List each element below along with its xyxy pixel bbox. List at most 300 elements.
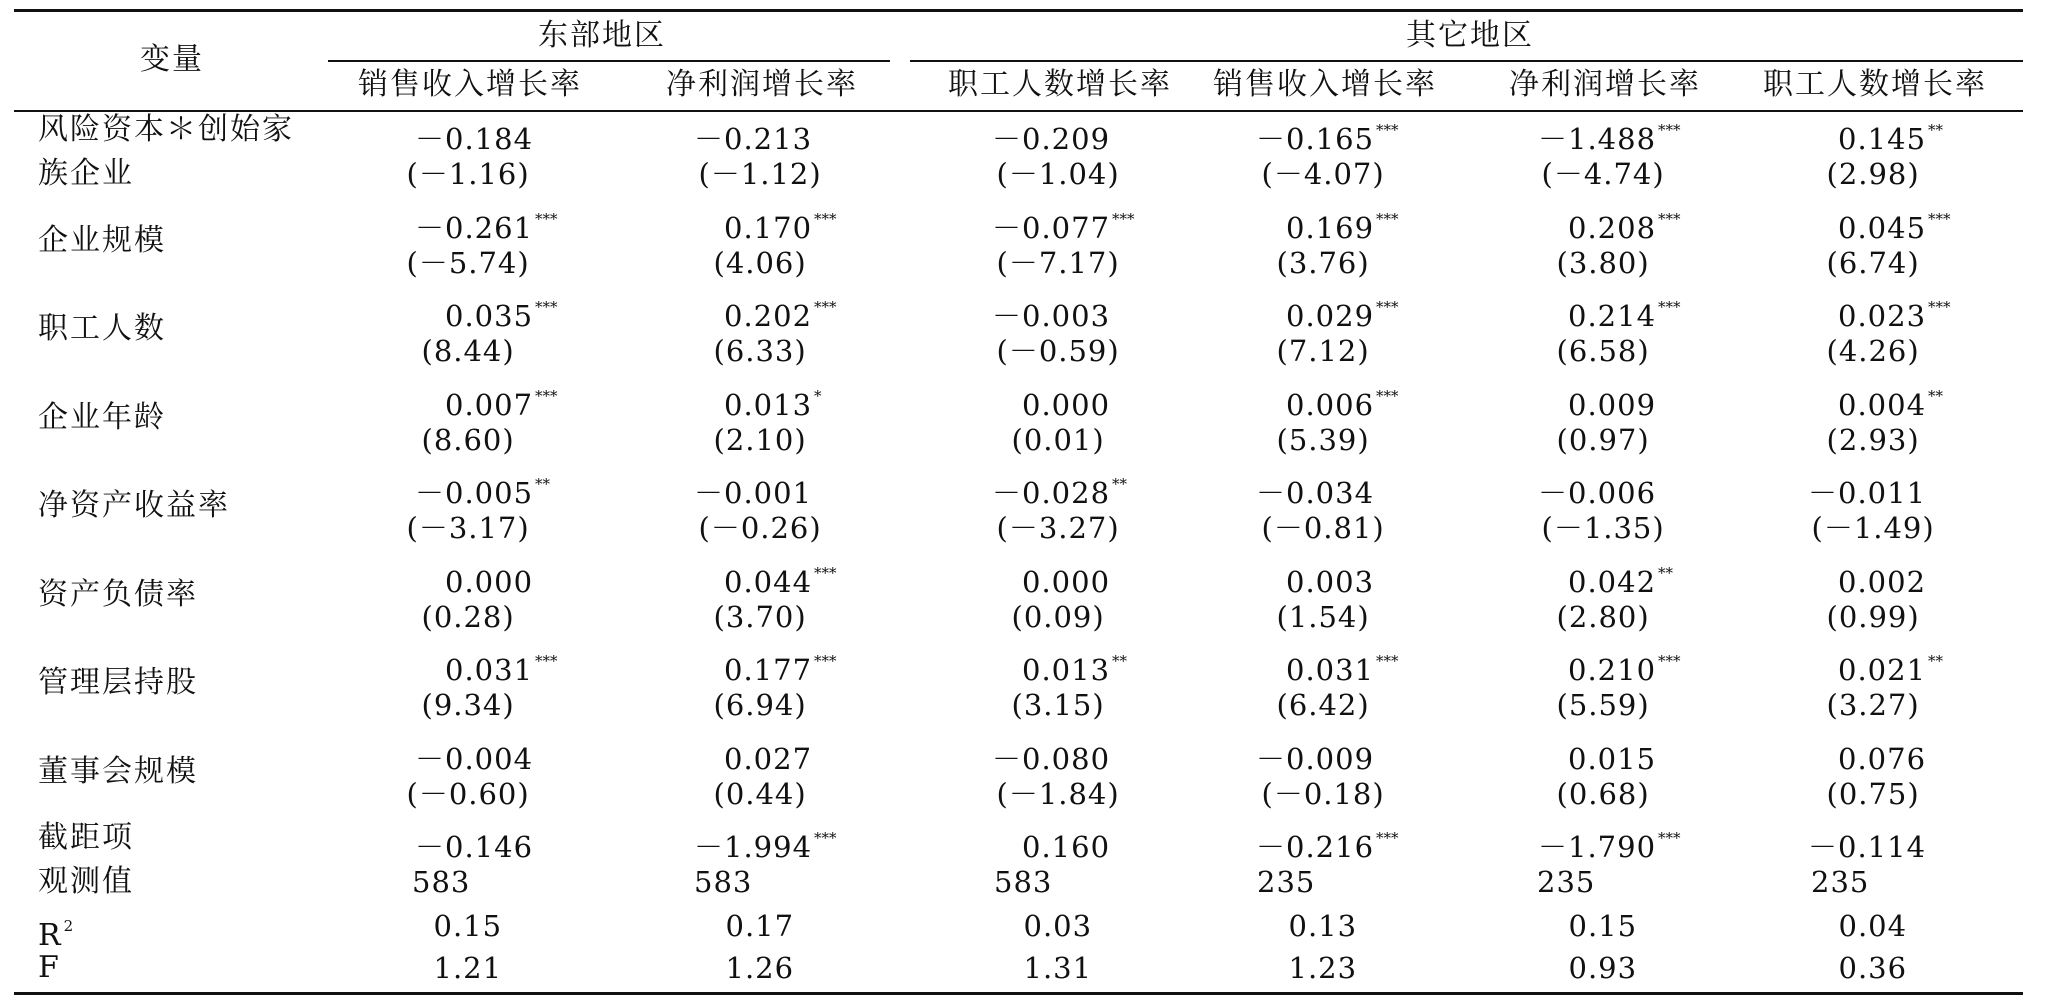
significance-stars: *** [1376,386,1399,405]
coef-cell [1286,290,1399,333]
t-stat-cell [699,157,822,191]
r2-cell [1024,909,1093,943]
row-label-5 [38,489,230,523]
row-label-7 [38,666,198,700]
coef-cell [1568,644,1681,687]
row-label-1-line1-text: 风险资本＊创始家 [38,112,294,147]
significance-stars: *** [1376,209,1399,228]
t-stat-cell [997,157,1120,191]
significance-stars: *** [1658,652,1681,670]
column-header-2 [666,68,858,102]
t-stat-cell-text: (0.01) [1011,422,1105,457]
t-stat-cell-text: (－5.74) [406,245,530,280]
group-rule-east [328,60,890,62]
t-stat-cell [1827,600,1920,634]
significance-stars: *** [1376,121,1399,139]
coef-cell-text: 0.023 [1838,299,1927,333]
bottom-rule [14,992,2023,995]
coef-cell [1838,290,1951,333]
r2-cell-text: 0.17 [725,909,795,943]
t-stat-cell-text: (6.33) [713,334,807,368]
coef-cell [1838,202,1951,245]
coef-cell-text: 0.145 [1838,122,1927,156]
group-header-1 [538,19,666,53]
significance-stars: *** [814,563,837,582]
coef-cell-text: 0.009 [1568,387,1657,422]
t-stat-cell [1012,688,1105,722]
significance-stars: *** [1376,298,1399,316]
observations-cell [1257,865,1315,899]
coef-cell [694,821,837,864]
significance-stars: *** [535,298,558,316]
coef-cell-text: －0.009 [1256,741,1375,776]
coef-cell [1568,290,1681,333]
t-stat-cell [407,777,530,811]
row-label-1-line2-text: 族企业 [38,156,134,191]
t-stat-cell-text: (－1.49) [1811,511,1935,545]
t-stat-cell-text: (0.68) [1556,776,1650,811]
coef-cell-text: －0.165 [1256,122,1375,156]
significance-stars: ** [1112,652,1128,670]
significance-stars: *** [535,386,558,405]
significance-stars: ** [1658,563,1674,582]
significance-stars: *** [1658,829,1681,847]
t-stat-cell [1557,688,1650,722]
significance-stars: *** [814,298,837,316]
t-stat-cell-text: (－0.81) [1261,511,1385,545]
variable-header [140,43,204,77]
r2-cell-text: 0.03 [1023,909,1093,943]
f-cell [726,951,795,985]
group-header-2-text: 其它地区 [1406,18,1534,53]
coef-cell [1538,821,1681,864]
column-header-2-text: 净利润增长率 [666,67,858,102]
significance-stars: *** [814,829,837,847]
t-stat-cell-text: (－4.07) [1261,157,1385,191]
coef-cell [1256,467,1376,510]
t-stat-cell [1827,688,1920,722]
significance-stars: *** [1658,121,1681,139]
coef-cell-text: 0.029 [1286,299,1375,333]
coef-cell [694,113,814,156]
coef-cell [1838,113,1943,156]
t-stat-cell-text: (1.54) [1276,599,1370,634]
significance-stars: ** [1928,386,1944,405]
column-header-3 [948,68,1172,102]
coef-cell-text: 0.214 [1568,299,1657,333]
coef-cell-text: 0.013 [724,387,813,422]
coef-cell [1568,379,1658,422]
t-stat-cell-text: (－3.27) [996,511,1120,545]
coef-cell-text: 0.202 [724,299,813,333]
t-stat-cell-text: (－1.84) [996,776,1120,811]
coef-cell [1256,733,1376,776]
t-stat-cell-text: (5.59) [1556,688,1650,722]
row-label-intercept [38,821,134,855]
r2-cell-text: 0.04 [1838,909,1908,943]
coef-cell-text: 0.003 [1286,564,1375,599]
variable-header-text: 变量 [140,42,204,77]
t-stat-cell-text: (0.28) [421,599,515,634]
significance-stars: ** [1928,652,1944,670]
t-stat-cell-text: (6.42) [1276,688,1370,722]
t-stat-cell-text: (－1.16) [406,157,530,191]
coef-cell-text: 0.021 [1838,653,1927,687]
coef-cell-text: －0.184 [415,122,534,156]
coef-cell-text: 0.031 [1286,653,1375,687]
observations-cell [694,865,752,899]
t-stat-cell-text: (0.99) [1826,599,1920,634]
coef-cell [1256,821,1399,864]
coef-cell-text: 0.000 [445,564,534,599]
group-header-1-text: 东部地区 [538,18,666,53]
f-cell-text: 0.36 [1838,951,1908,985]
t-stat-cell [1277,246,1370,280]
t-stat-cell [1812,511,1935,545]
group-header-2 [1406,19,1534,53]
t-stat-cell-text: (－1.12) [698,157,822,191]
t-stat-cell [422,688,515,722]
r2-cell [726,909,795,943]
t-stat-cell [1262,157,1385,191]
t-stat-cell [1277,423,1370,457]
coef-cell-text: －0.146 [415,830,534,864]
coef-cell [1286,556,1376,599]
coef-cell-text: 0.031 [445,653,534,687]
coef-cell [1286,202,1399,245]
t-stat-cell-text: (3.15) [1011,688,1105,722]
significance-stars: *** [1928,209,1951,228]
coef-cell [992,113,1112,156]
coef-cell [992,202,1135,245]
t-stat-cell [714,334,807,368]
significance-stars: * [814,386,822,405]
header-rule [14,110,2023,112]
significance-stars: *** [814,209,837,228]
coef-cell-text: 0.027 [724,741,813,776]
t-stat-cell [1277,688,1370,722]
row-label-6 [38,578,198,612]
coef-cell-text: 0.035 [445,299,534,333]
t-stat-cell-text: (2.93) [1826,422,1920,457]
f-cell-text: 1.31 [1023,951,1093,985]
coef-cell [1286,379,1399,422]
coef-cell [992,467,1127,510]
t-stat-cell-text: (4.06) [713,245,807,280]
t-stat-cell-text: (8.60) [421,422,515,457]
coef-cell [1538,113,1681,156]
f-cell [1289,951,1358,985]
coef-cell-text: －0.216 [1256,830,1375,864]
r2-cell [434,909,503,943]
row-label-observations-text: 观测值 [38,864,134,899]
t-stat-cell [1827,423,1920,457]
observations-cell [1537,865,1595,899]
column-header-4-text: 销售收入增长率 [1213,67,1437,102]
significance-stars: *** [1658,298,1681,316]
coef-cell-text: －0.005 [415,476,534,510]
coef-cell-text: －0.077 [992,210,1111,245]
t-stat-cell-text: (－0.26) [698,511,822,545]
t-stat-cell [997,334,1120,368]
t-stat-cell [407,511,530,545]
significance-stars: ** [1928,121,1944,139]
coef-cell-text: －0.028 [992,476,1111,510]
row-label-f [38,951,61,985]
t-stat-cell [1557,777,1650,811]
coef-cell [1838,733,1928,776]
coef-cell-text: 0.002 [1838,564,1927,599]
coef-cell [1286,644,1399,687]
significance-stars: ** [1112,475,1128,493]
t-stat-cell [1557,600,1650,634]
coef-cell [1022,821,1112,864]
t-stat-cell [1542,157,1665,191]
observations-cell [994,865,1052,899]
row-label-8 [38,755,198,789]
row-label-3-text: 职工人数 [38,311,166,346]
t-stat-cell-text: (0.75) [1826,776,1920,811]
t-stat-cell-text: (4.26) [1826,334,1920,368]
t-stat-cell-text: (5.39) [1276,422,1370,457]
t-stat-cell [1542,511,1665,545]
coef-cell-text: －0.114 [1808,830,1927,864]
coef-cell-text: 0.076 [1838,741,1927,776]
row-label-f-text: F [38,950,61,985]
t-stat-cell-text: (2.10) [713,422,807,457]
row-label-6-text: 资产负债率 [38,576,198,612]
t-stat-cell [699,511,822,545]
coef-cell-text: 0.000 [1022,387,1111,422]
column-header-3-text: 职工人数增长率 [948,67,1172,102]
t-stat-cell [1012,600,1105,634]
t-stat-cell-text: (2.80) [1556,599,1650,634]
coef-cell [445,556,535,599]
coef-cell [1538,467,1658,510]
column-header-5 [1509,68,1701,102]
coef-cell-text: 0.169 [1286,210,1375,245]
group-rule-other [910,60,2023,62]
t-stat-cell-text: (3.70) [713,599,807,634]
coef-cell-text: －0.034 [1256,476,1375,510]
coef-cell [1568,202,1681,245]
f-cell [1839,951,1908,985]
t-stat-cell [997,511,1120,545]
coef-cell-text: －1.994 [694,830,813,864]
row-label-8-text: 董事会规模 [38,753,198,789]
t-stat-cell-text: (8.44) [421,334,515,368]
coef-cell [1022,644,1127,687]
coef-cell [1568,733,1658,776]
coef-cell-text: －1.790 [1538,830,1657,864]
coef-cell [445,379,558,422]
t-stat-cell [714,688,807,722]
significance-stars: *** [535,652,558,670]
coef-cell-text: 0.160 [1022,830,1111,864]
r2-cell-text: 0.15 [433,909,503,943]
t-stat-cell-text: (2.98) [1826,157,1920,191]
t-stat-cell [714,246,807,280]
t-stat-cell-text: (7.12) [1276,334,1370,368]
row-label-4 [38,401,166,435]
significance-stars: *** [1928,298,1951,316]
t-stat-cell-text: (－0.60) [406,776,530,811]
coef-cell [724,733,814,776]
t-stat-cell-text: (6.94) [713,688,807,722]
coef-cell [415,733,535,776]
t-stat-cell [422,334,515,368]
f-cell [434,951,503,985]
coef-cell-text: －0.001 [694,476,813,510]
f-cell-text: 1.26 [725,951,795,985]
coef-cell-text: －0.006 [1538,476,1657,510]
r2-cell [1839,909,1908,943]
r2-cell [1569,909,1638,943]
t-stat-cell-text: (6.74) [1826,245,1920,280]
t-stat-cell-text: (3.80) [1556,245,1650,280]
coef-cell-text: －0.003 [992,299,1111,333]
superscript-2: 2 [63,917,76,935]
column-header-4 [1213,68,1437,102]
coef-cell [1838,379,1943,422]
coef-cell-text: －0.004 [415,741,534,776]
coef-cell [415,113,535,156]
coef-cell [415,202,558,245]
r2-cell-text: 0.13 [1288,909,1358,943]
t-stat-cell-text: (－1.35) [1541,511,1665,545]
coef-cell [992,733,1112,776]
coef-cell-text: 0.208 [1568,210,1657,245]
column-header-1-text: 销售收入增长率 [358,67,582,102]
coef-cell [1838,644,1943,687]
row-label-1-line1 [38,113,294,147]
observations-cell [1811,865,1869,899]
f-cell-text: 0.93 [1568,951,1638,985]
coef-cell-text: 0.006 [1286,387,1375,422]
row-label-2 [38,224,166,258]
t-stat-cell-text: (3.27) [1826,688,1920,722]
t-stat-cell-text: (－0.18) [1261,776,1385,811]
column-header-5-text: 净利润增长率 [1509,67,1701,102]
coef-cell [1256,113,1399,156]
coef-cell-text: 0.042 [1568,564,1657,599]
row-label-5-text: 净资产收益率 [38,488,230,523]
t-stat-cell [997,246,1120,280]
t-stat-cell [1827,157,1920,191]
t-stat-cell-text: (－3.17) [406,511,530,545]
row-label-r2 [38,909,75,953]
t-stat-cell [422,600,515,634]
t-stat-cell [1827,246,1920,280]
t-stat-cell-text: (9.34) [421,688,515,722]
coef-cell-text: 0.000 [1022,564,1111,599]
coef-cell-text: －0.209 [992,122,1111,156]
significance-stars: *** [535,209,558,228]
coef-cell-text: 0.170 [724,210,813,245]
t-stat-cell [1557,246,1650,280]
t-stat-cell [1012,423,1105,457]
coef-cell [724,379,822,422]
t-stat-cell [1557,334,1650,368]
column-header-6-text: 职工人数增长率 [1763,67,1987,102]
coef-cell-text: 0.045 [1838,210,1927,245]
coef-cell-text: 0.210 [1568,653,1657,687]
t-stat-cell-text: (－7.17) [996,245,1120,280]
r2-cell-text: 0.15 [1568,909,1638,943]
t-stat-cell [997,777,1120,811]
coef-cell [724,644,837,687]
t-stat-cell [407,157,530,191]
coef-cell-text: －0.080 [992,741,1111,776]
t-stat-cell [1262,511,1385,545]
r2-cell [1289,909,1358,943]
coef-cell [1568,556,1673,599]
row-label-2-text: 企业规模 [38,222,166,258]
t-stat-cell-text: (－4.74) [1541,157,1665,191]
coef-cell [415,467,550,510]
f-cell-text: 1.21 [433,951,503,985]
coef-cell-text: －1.488 [1538,122,1657,156]
observations-cell-text: 235 [1537,865,1596,899]
t-stat-cell-text: (0.97) [1556,422,1650,457]
t-stat-cell-text: (0.09) [1011,599,1105,634]
row-label-7-text: 管理层持股 [38,665,198,700]
observations-cell [412,865,470,899]
t-stat-cell [1827,334,1920,368]
coef-cell-text: 0.007 [445,387,534,422]
coef-cell [724,556,837,599]
t-stat-cell-text: (3.76) [1276,245,1370,280]
f-cell [1024,951,1093,985]
coef-cell [724,290,837,333]
coef-cell [415,821,535,864]
significance-stars: *** [1376,652,1399,670]
coef-cell [1022,379,1112,422]
significance-stars: *** [1112,209,1135,228]
t-stat-cell-text: (6.58) [1556,334,1650,368]
row-label-r2-text: R [38,918,63,953]
coef-cell [694,467,814,510]
observations-cell-text: 583 [694,865,753,899]
t-stat-cell [1277,600,1370,634]
f-cell-text: 1.23 [1288,951,1358,985]
coef-cell-text: 0.013 [1022,653,1111,687]
t-stat-cell [1557,423,1650,457]
f-cell [1569,951,1638,985]
t-stat-cell-text: (0.44) [713,776,807,811]
coef-cell-text: －0.011 [1808,476,1927,510]
coef-cell [445,290,558,333]
row-label-4-text: 企业年龄 [38,399,166,435]
coef-cell [724,202,837,245]
observations-cell-text: 583 [412,865,471,899]
top-rule [14,9,2023,12]
t-stat-cell [1262,777,1385,811]
coef-cell [1838,556,1928,599]
coef-cell-text: －0.261 [415,210,534,245]
row-label-intercept-text: 截距项 [38,820,134,855]
observations-cell-text: 235 [1257,865,1316,899]
significance-stars: ** [535,475,551,493]
row-label-3 [38,312,166,346]
significance-stars: *** [814,652,837,670]
t-stat-cell [1827,777,1920,811]
coef-cell-text: 0.004 [1838,387,1927,422]
t-stat-cell [714,423,807,457]
t-stat-cell-text: (－1.04) [996,157,1120,191]
row-label-1-line2 [38,157,134,191]
t-stat-cell [714,600,807,634]
